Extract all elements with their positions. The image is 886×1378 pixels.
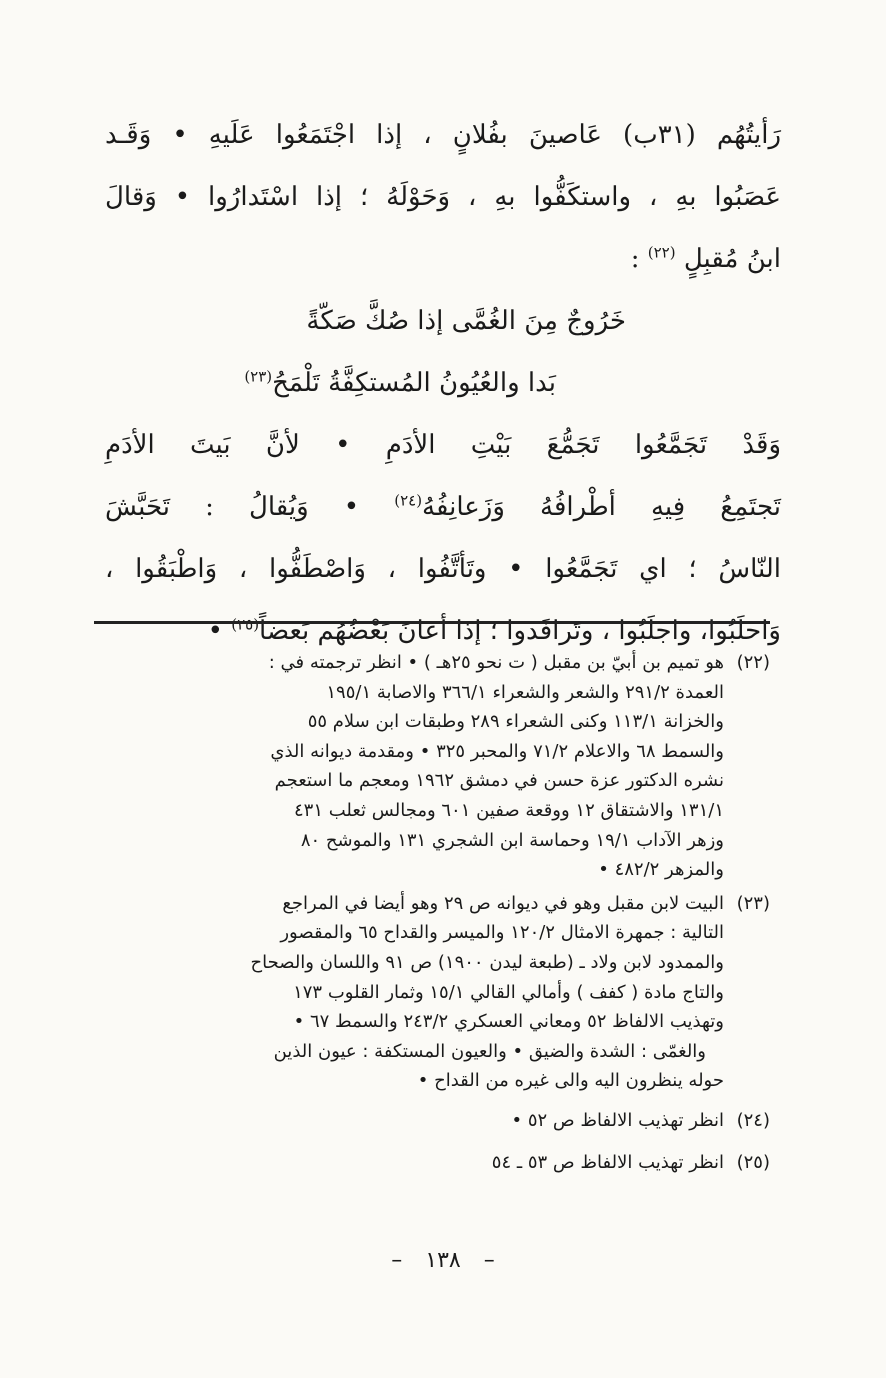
footnote-ref-22: (٢٢) <box>647 243 676 262</box>
footnote-body <box>120 648 724 885</box>
footnotes-block <box>120 648 770 1189</box>
footnote-line: والغمّى : الشدة والضيق • والعيون المستكفة : عيون الذين <box>273 1040 706 1062</box>
footnote-ref-23: (٢٣) <box>244 367 273 386</box>
footnote-23 <box>120 889 770 1096</box>
footnote-line: انظر تهذيب الالفاظ ص ٥٢ • <box>511 1109 724 1131</box>
text-line-6: وَقَدْ تَجَمَّعُوا تَجَمُّعَ بَيْتِ الأدَمِ • لأنَّ بَيتَ الأدَمِ <box>105 430 781 460</box>
footnote-number: (٢٤) <box>736 1109 770 1131</box>
verse-line-1: خَرُوجٌ مِنَ الغُمَّى إذا صُكَّ صَكّةً <box>306 306 626 336</box>
footnote-line: البيت لابن مقبل وهو في ديوانه ص ٢٩ وهو أيضا في المراجع <box>282 892 724 914</box>
footnote-line: والممدود لابن ولاد ـ (طبعة ليدن ١٩٠٠) ص ٩١ واللسان والصحاح <box>250 951 724 973</box>
text-line-3: ابنُ مُقبِلٍ $^{(٢٢)}$ : <box>630 243 781 274</box>
footnote-number: (٢٢) <box>736 652 770 673</box>
text-line-8: النّاسُ ؛ اي تَجَمَّعُوا • وتَأتَّفُوا ، وَاصْطَفُّوا ، وَاطْبَقُوا ، <box>105 554 781 584</box>
footnote-line: والخزانة ١١٣/١ وكنى الشعراء ٢٨٩ وطبقات ابن سلام ٥٥ <box>307 711 724 733</box>
text-line-2: عَصَبُوا بهِ ، واستكَفُّوا بهِ ، وَحَوْلَهُ ؛ إذا اسْتَدارُوا • وَقالَ <box>105 182 781 212</box>
footnote-line: هو تميم بن أبيّ بن مقبل ( ت نحو ٢٥هـ ) • انظر ترجمته في : <box>268 652 724 673</box>
footnote-line: وزهر الآداب ١٩/١ وحماسة ابن الشجري ١٣١ والموشح ٨٠ <box>300 829 724 851</box>
footnote-body <box>120 889 724 1096</box>
footnote-number: (٢٥) <box>736 1151 770 1173</box>
footnote-line: وتهذيب الالفاظ ٥٢ ومعاني العسكري ٢٤٣/٢ والسمط ٦٧ • <box>293 1011 724 1033</box>
page-number-dash-right: – <box>483 1248 495 1273</box>
main-text-block <box>105 104 781 662</box>
page-number <box>0 1248 886 1273</box>
verse-line-2: بَدا والعُيُونُ المُستكِفَّةُ تَلْمَحُ$^{(٢٣)}$ <box>244 367 556 398</box>
footnote-line: والمزهر ٤٨٢/٢ • <box>598 859 724 881</box>
footnote-line: التالية : جمهرة الامثال ١٢٠/٢ والميسر والقداح ٦٥ والمقصور <box>280 922 724 944</box>
footnote-ref-25: (٢٥) <box>231 615 260 634</box>
page-number-value: ١٣٨ <box>425 1248 461 1273</box>
footnote-24 <box>120 1106 770 1136</box>
footnote-25 <box>120 1148 770 1178</box>
text-line-1: رَأيتُهُم (٣١ب) عَاصينَ بفُلانٍ ، إذا اجْتَمَعُوا عَلَيهِ • وَقَـد <box>105 120 781 150</box>
footnote-line: انظر تهذيب الالفاظ ص ٥٣ ـ ٥٤ <box>491 1151 724 1173</box>
footnote-line: نشره الدكتور عزة حسن في دمشق ١٩٦٢ ومعجم ما استعجم <box>274 770 724 792</box>
page-number-dash-left: – <box>391 1248 403 1273</box>
footnote-ref-24: (٢٤) <box>394 491 423 510</box>
footnote-line: والتاج مادة ( كفف ) وأمالي القالي ١٥/١ وثمار القلوب ١٧٣ <box>293 981 724 1003</box>
footnote-body <box>120 1148 724 1178</box>
footnote-line: العمدة ٢٩١/٢ والشعر والشعراء ٣٦٦/١ والاصابة ١٩٥/١ <box>326 681 724 703</box>
footnote-line: حوله ينظرون اليه والى غيره من القداح • <box>417 1070 724 1092</box>
footnote-body <box>120 1106 724 1136</box>
footnote-line: ١٣١/١ والاشتقاق ١٢ ووقعة صفين ٦٠١ ومجالس ثعلب ٤٣١ <box>294 799 724 821</box>
footnote-divider <box>94 621 770 624</box>
text-line-7: تَجتَمِعُ فِيهِ أطْرافُهُ وَزَعانِفُهُ$^{(٢٤)}$ • وَيُقالُ : تَحَبَّشَ <box>105 491 781 522</box>
footnote-22 <box>120 648 770 885</box>
text-line-9: وَاحلَبُوا، واجلَبُوا ، وتَرافَدوا ؛ إذا أعانَ بَعْضُهُم بَعضاً$^{(٢٥)}$ • <box>207 615 781 646</box>
footnote-line: والسمط ٦٨ والاعلام ٧١/٢ والمحبر ٣٢٥ • ومقدمة ديوانه الذي <box>270 740 724 762</box>
footnote-number: (٢٣) <box>736 892 770 914</box>
